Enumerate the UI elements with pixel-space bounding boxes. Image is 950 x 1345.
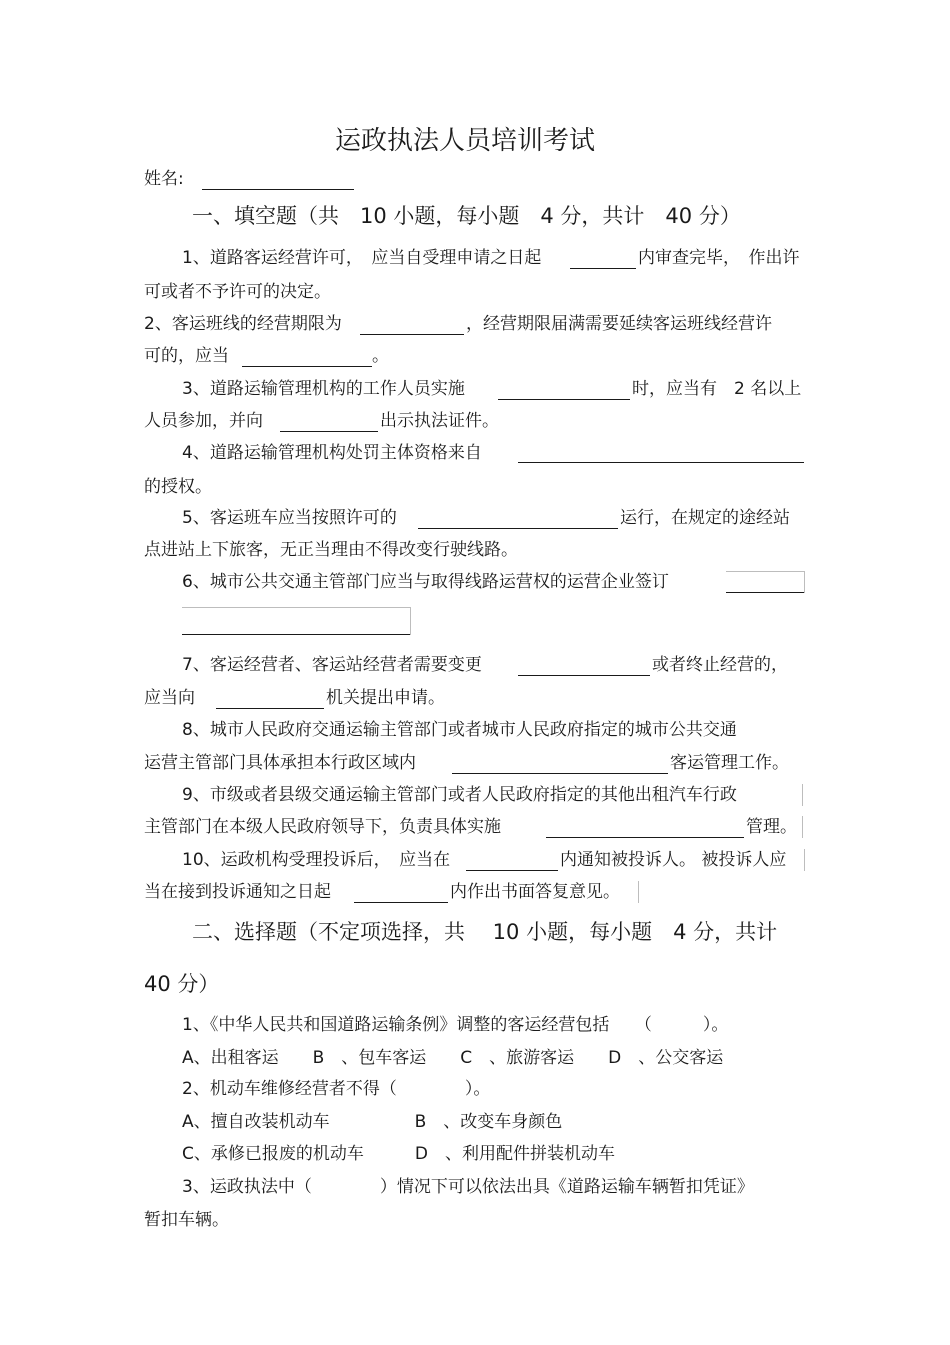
page-title: 运政执法人员培训考试 bbox=[334, 126, 595, 156]
box-edge bbox=[182, 607, 410, 608]
fill-q2-text: 2、客运班线的经营期限为 bbox=[144, 314, 342, 334]
section-choice-heading: 二、选择题（不定项选择，共 10 小题，每小题 4 分，共计 bbox=[192, 920, 778, 944]
choice-q1-options: A、出租客运 B 、包车客运 C 、旅游客运 D 、公交客运 bbox=[182, 1048, 724, 1068]
fill-q9-text: 9、市级或者县级交通运输主管部门或者人民政府指定的其他出租汽车行政 bbox=[182, 785, 737, 805]
fill-q6-blank[interactable] bbox=[726, 592, 804, 593]
fill-q7-text: 应当向 bbox=[144, 688, 195, 708]
name-blank[interactable] bbox=[202, 189, 354, 190]
fill-q2-blank[interactable] bbox=[360, 334, 464, 335]
fill-q7-text: 机关提出申请。 bbox=[326, 688, 445, 708]
fill-q2-blank-2[interactable] bbox=[242, 366, 372, 367]
fill-q7-blank-2[interactable] bbox=[216, 708, 324, 709]
choice-q1-text: 1、《中华人民共和国道路运输条例》调整的客运经营包括 （ ）。 bbox=[182, 1015, 729, 1035]
name-label: 姓名: bbox=[144, 169, 184, 189]
fill-q5-blank[interactable] bbox=[418, 528, 618, 529]
fill-q5-text: 点进站上下旅客，无正当理由不得改变行驶线路。 bbox=[144, 540, 518, 560]
fill-q8-blank[interactable] bbox=[452, 773, 668, 774]
choice-q2-options: C、承修已报废的机动车 D 、利用配件拼装机动车 bbox=[182, 1144, 615, 1164]
fill-q7-text: 或者终止经营的， bbox=[652, 655, 788, 675]
box-edge bbox=[410, 607, 411, 635]
fill-q9-text: 主管部门在本级人民政府领导下，负责具体实施 bbox=[144, 817, 501, 837]
box-edge bbox=[804, 849, 805, 871]
fill-q1-text: 可或者不予许可的决定。 bbox=[144, 282, 331, 302]
fill-q7-text: 7、客运经营者、客运站经营者需要变更 bbox=[182, 655, 482, 675]
fill-q2-text: 可的，应当 bbox=[144, 346, 229, 366]
fill-q10-text: 10、运政机构受理投诉后， 应当在 bbox=[182, 850, 451, 870]
fill-q8-text: 运营主管部门具体承担本行政区域内 bbox=[144, 753, 416, 773]
fill-q4-text: 的授权。 bbox=[144, 477, 212, 497]
box-edge bbox=[802, 816, 803, 838]
fill-q10-text: 内作出书面答复意见。 bbox=[450, 882, 620, 902]
choice-q2-options: A、擅自改装机动车 B 、改变车身颜色 bbox=[182, 1112, 563, 1132]
fill-q9-text: 管理。 bbox=[746, 817, 797, 837]
fill-q10-blank[interactable] bbox=[466, 870, 558, 871]
box-edge bbox=[726, 571, 804, 572]
box-edge bbox=[802, 784, 803, 806]
fill-q10-text: 内通知被投诉人。 被投诉人应 bbox=[560, 850, 787, 870]
fill-q8-text: 客运管理工作。 bbox=[670, 753, 789, 773]
choice-q2-text: 2、机动车维修经营者不得（ ）。 bbox=[182, 1079, 491, 1099]
fill-q7-blank[interactable] bbox=[518, 675, 650, 676]
fill-q5-text: 5、客运班车应当按照许可的 bbox=[182, 508, 397, 528]
box-edge bbox=[638, 881, 639, 903]
fill-q3-text: 时，应当有 2 名以上 bbox=[632, 379, 802, 399]
choice-q3-text: 3、运政执法中（ ）情况下可以依法出具《道路运输车辆暂扣凭证》 bbox=[182, 1177, 754, 1197]
fill-q3-blank[interactable] bbox=[498, 399, 630, 400]
section-choice-heading: 40 分） bbox=[144, 972, 220, 996]
fill-q2-text: ，经营期限届满需要延续客运班线经营许 bbox=[466, 314, 772, 334]
fill-q8-text: 8、城市人民政府交通运输主管部门或者城市人民政府指定的城市公共交通 bbox=[182, 720, 737, 740]
fill-q1-blank[interactable] bbox=[570, 268, 636, 269]
choice-q3-text: 暂扣车辆。 bbox=[144, 1210, 229, 1230]
fill-q1-text: 1、道路客运经营许可， 应当自受理申请之日起 bbox=[182, 248, 542, 268]
section-fill-heading: 一、填空题（共 10 小题，每小题 4 分，共计 40 分） bbox=[192, 204, 741, 228]
fill-q4-blank[interactable] bbox=[518, 462, 804, 463]
fill-q3-text: 人员参加，并向 bbox=[144, 411, 263, 431]
fill-q10-text: 当在接到投诉通知之日起 bbox=[144, 882, 331, 902]
fill-q1-text: 内审查完毕， 作出许 bbox=[638, 248, 800, 268]
fill-q10-blank-2[interactable] bbox=[354, 902, 448, 903]
fill-q6-blank-2[interactable] bbox=[182, 634, 410, 635]
box-edge bbox=[804, 571, 805, 593]
fill-q5-text: 运行，在规定的途经站 bbox=[620, 508, 790, 528]
fill-q3-text: 3、道路运输管理机构的工作人员实施 bbox=[182, 379, 465, 399]
fill-q4-text: 4、道路运输管理机构处罚主体资格来自 bbox=[182, 443, 482, 463]
fill-q2-text: 。 bbox=[372, 346, 389, 366]
fill-q9-blank[interactable] bbox=[546, 837, 744, 838]
fill-q3-text: 出示执法证件。 bbox=[380, 411, 499, 431]
fill-q3-blank-2[interactable] bbox=[280, 431, 378, 432]
fill-q6-text: 6、城市公共交通主管部门应当与取得线路运营权的运营企业签订 bbox=[182, 572, 669, 592]
